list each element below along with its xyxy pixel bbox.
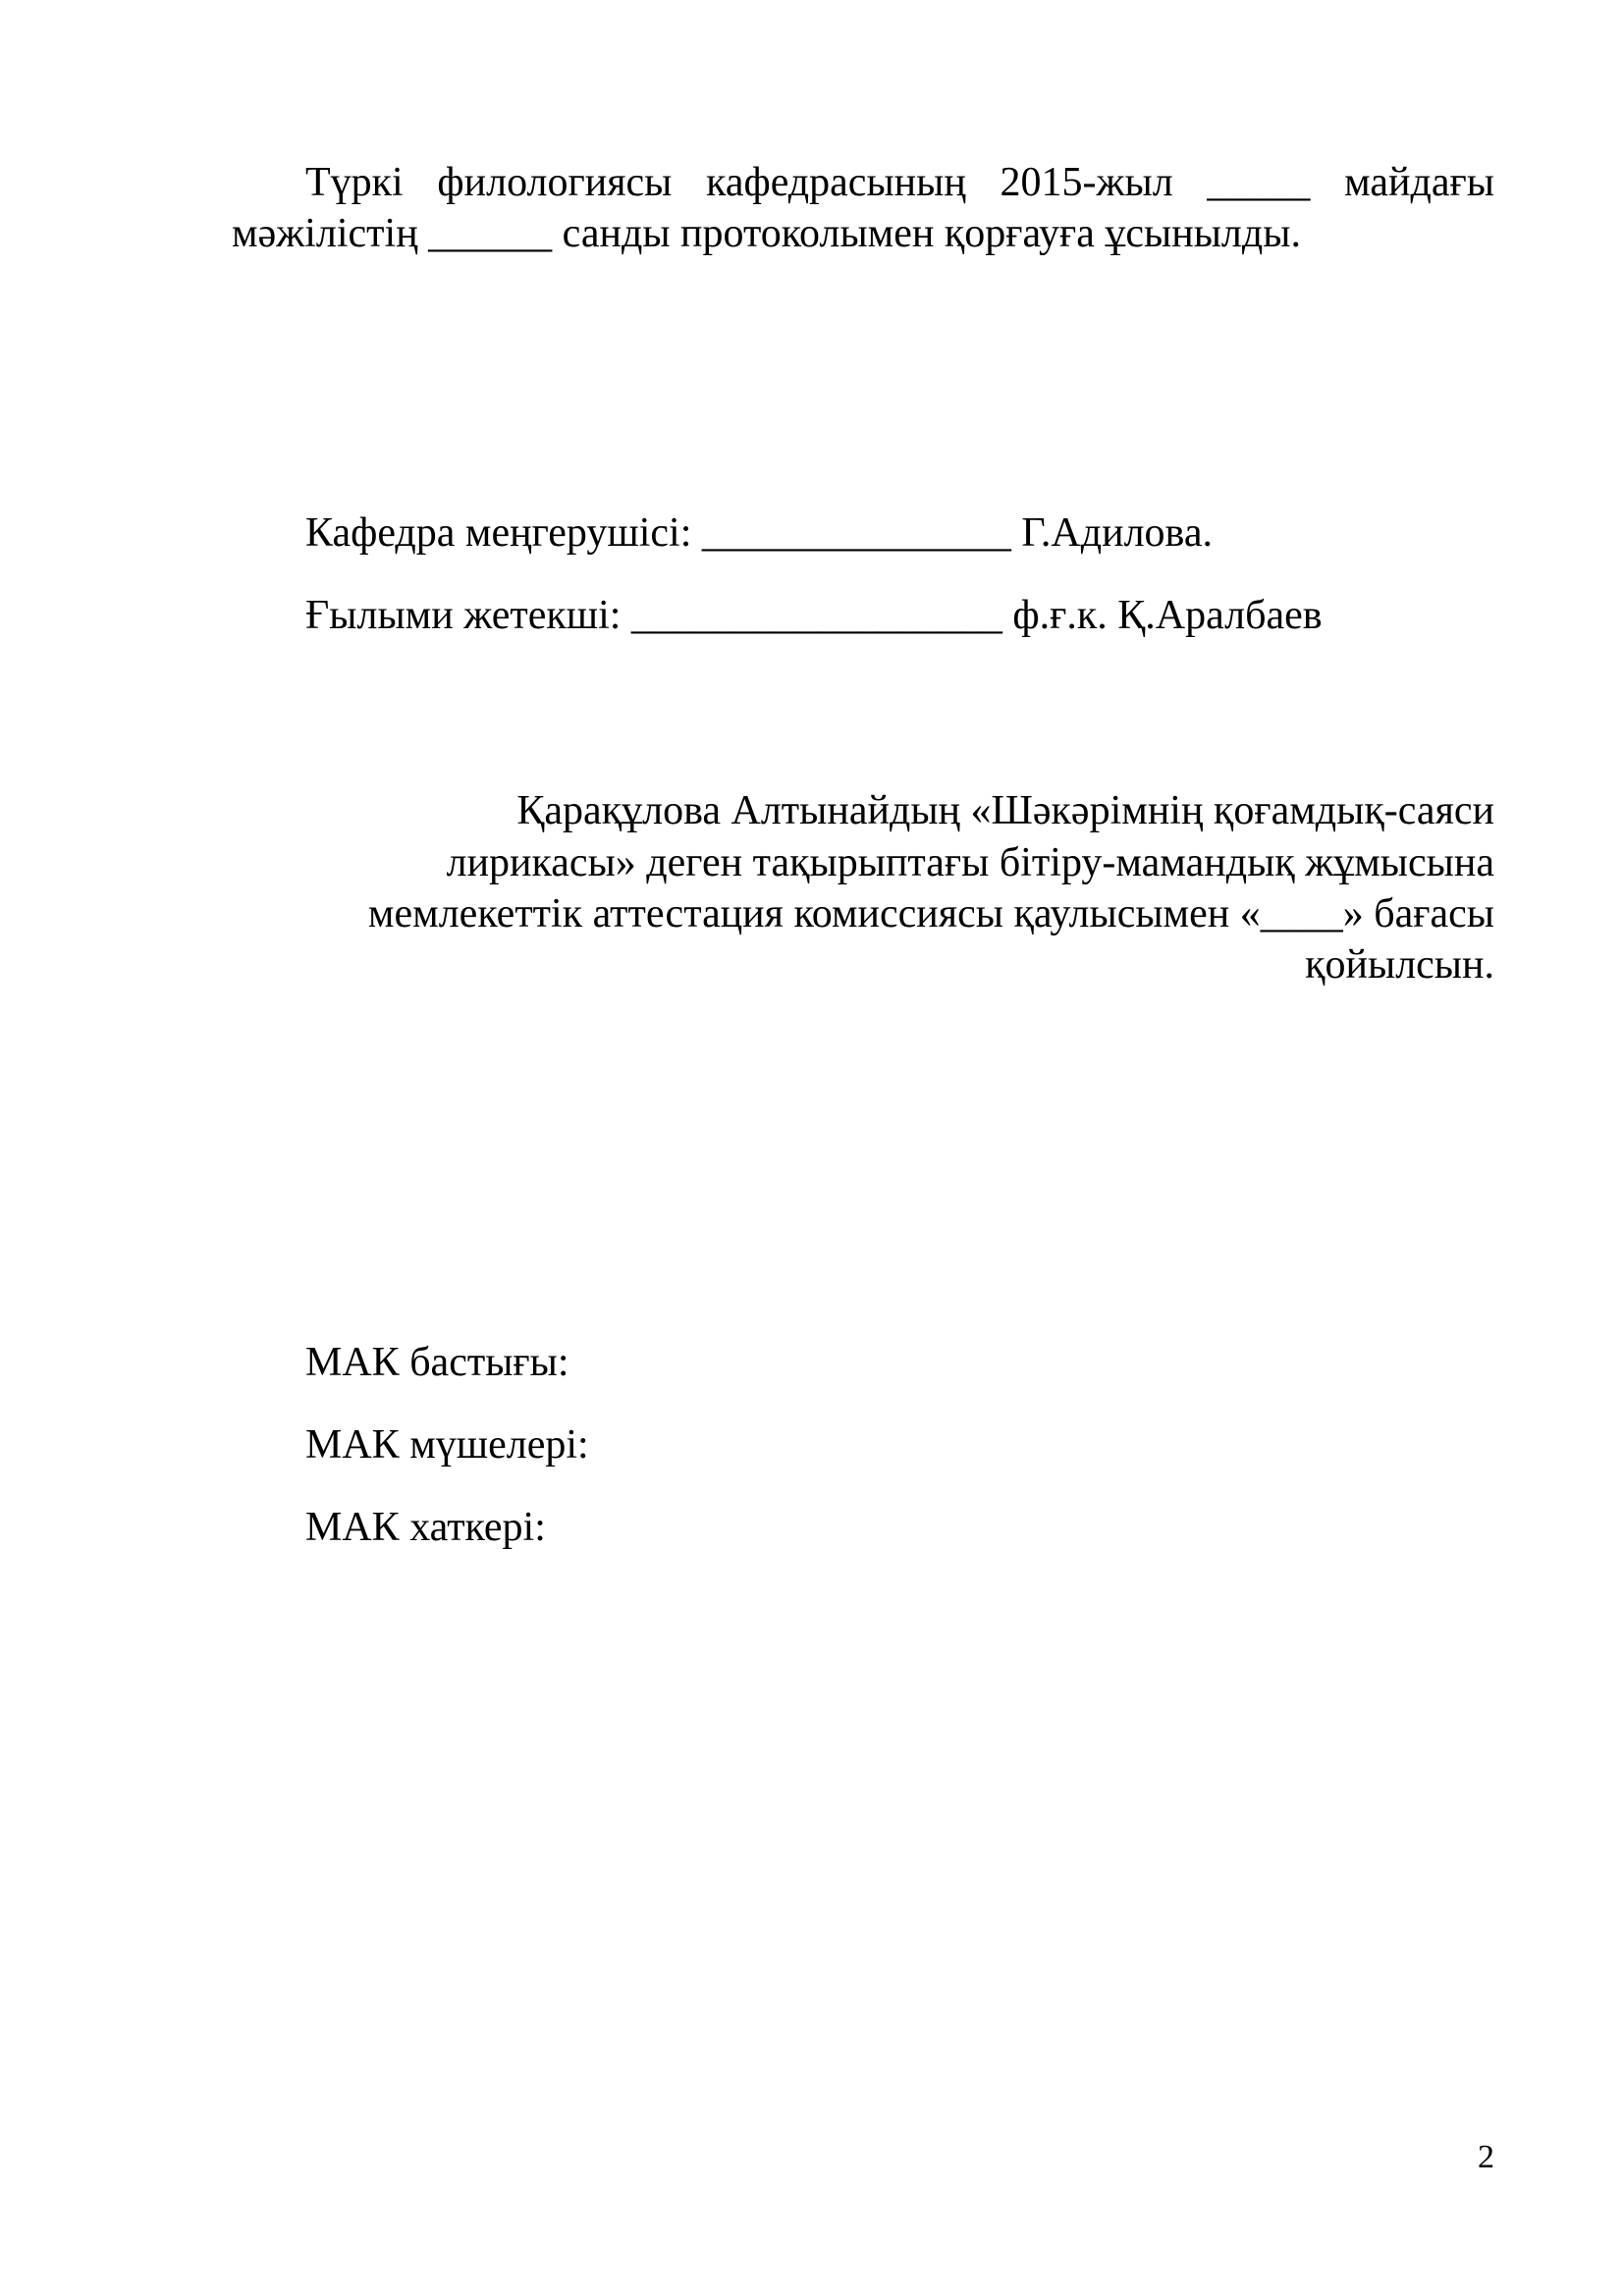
commission-members-label: МАК мүшелері: bbox=[305, 1422, 589, 1468]
commission-secretary-label: МАК хаткері: bbox=[305, 1505, 546, 1550]
protocol-line-2: мәжілістің ______ санды протоколымен қорғауға ұсынылды. bbox=[232, 211, 1301, 256]
commission-chair-label: МАК бастығы: bbox=[305, 1340, 569, 1385]
decision-line-1: Қарақұлова Алтынайдың «Шәкәрімнің қоғамдық-саяси bbox=[516, 788, 1494, 833]
decision-line-4: қойылсын. bbox=[1305, 942, 1494, 988]
head-of-department-signature: Кафедра меңгерушісі: _______________ Г.Адилова. bbox=[305, 510, 1213, 556]
supervisor-signature: Ғылыми жетекші: __________________ ф.ғ.к. Қ.Аралбаев bbox=[305, 593, 1323, 638]
decision-line-3: мемлекеттік аттестация комиссиясы қаулысымен «____» бағасы bbox=[367, 891, 1494, 936]
page-number: 2 bbox=[1478, 2139, 1494, 2175]
protocol-line-1: Түркі филологиясы кафедрасының 2015-жыл _____ майдағы bbox=[305, 160, 1494, 205]
decision-line-2: лирикасы» деген тақырыптағы бітіру-мамандық жұмысына bbox=[446, 840, 1494, 885]
